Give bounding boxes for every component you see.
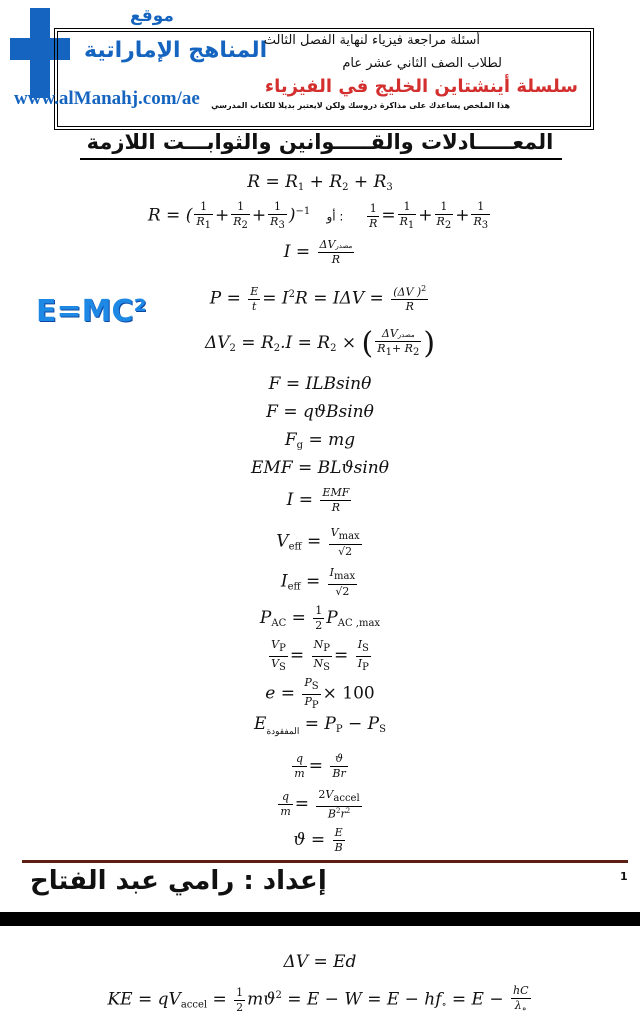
site-top-label: موقع bbox=[130, 6, 174, 26]
formula-transformer: $\frac{VP}{VS}$ = $\frac{NP}{NS}$ = $\frac{IS}{IP}$ bbox=[271, 638, 369, 673]
formula-charge-mass-2: $\frac{q}{m}$ = $\frac{\text{2Vaccel}}{B^2r^2}$ bbox=[280, 788, 360, 821]
formula-voltage-divider: $\Delta V_2 = R_2.I = R_2$ × ( $\frac{\text{ΔVمصدر}}{R1+ R2}$ ) bbox=[204, 326, 436, 361]
formula-kinetic-energy: KE = $qV_{accel}$ = $\frac{1}{2}$ $mϑ^2 = E - W = E - hf_\circ = E$ − $\frac{hC}{\lambda\circ}$ bbox=[107, 984, 529, 1015]
formula-efficiency: e = $\frac{PS}{PP}$ × 100 bbox=[265, 676, 375, 711]
formula-gravity: $F_g$ = mg bbox=[284, 430, 356, 451]
formula-electric-field: ΔV = Ed bbox=[283, 952, 357, 972]
formula-force-wire: F = ILBsinθ bbox=[268, 374, 372, 394]
formula-emf: EMF = BLϑsinθ bbox=[251, 458, 389, 478]
header-series-title: سلسلة أينشتاين الخليج في الفيزياء bbox=[264, 76, 578, 97]
header-line-2: لطلاب الصف الثاني عشر عام bbox=[342, 56, 502, 71]
formula-force-charge: F = qϑBsinθ bbox=[266, 402, 374, 422]
formula-charge-mass-1: $\frac{q}{m}$ = $\frac{ϑ}{Br}$ bbox=[294, 752, 346, 780]
formula-series-resistance: $R = R_1 + R_2 + R_3$ bbox=[247, 172, 393, 193]
site-name[interactable]: المناهج الإماراتية bbox=[84, 38, 268, 63]
author-credit: إعداد : رامي عبد الفتاح bbox=[30, 866, 327, 896]
formula-i-eff: $I_{eff}$ = $\frac{Imax}{√2}$ bbox=[280, 566, 356, 598]
formula-v-eff: $V_{eff}$ = $\frac{Vmax}{√2}$ bbox=[276, 526, 360, 558]
formula-lost-energy: $E_{المفقودة} = P_P - P_S$ bbox=[254, 714, 386, 737]
lost-sub-label: المفقودة bbox=[266, 727, 300, 737]
formula-velocity-selector: ϑ = $\frac{E}{B}$ bbox=[293, 826, 343, 854]
page-break bbox=[0, 912, 640, 926]
or-label: أو : bbox=[326, 209, 344, 224]
header-disclaimer: هذا الملخص يساعدك على مذاكرة دروسك ولكن لايعتبر بديلا للكتاب المدرسي bbox=[211, 101, 510, 110]
emc-label: E=MC² bbox=[36, 294, 147, 329]
header-line-1: أسئلة مراجعة فيزياء لنهاية الفصل الثالث bbox=[263, 33, 480, 48]
site-url-link[interactable]: www.alManahj.com/ae bbox=[14, 88, 200, 109]
formula-parallel-resistance: R = ( $\frac{1}{R1}$ + $\frac{1}{R2}$ + $\frac{1}{R3}$ )$^{-1}$ أو : $\frac{1}{R}$ = $\frac{1}{R1}$ + $\frac{1}{R2}$ + $\frac{1}{R3}$ bbox=[147, 200, 489, 231]
footer-rule bbox=[22, 860, 628, 863]
formula-p-ac: $P_{AC}$ = $\frac{1}{2}$ $P_{AC ,max}$ bbox=[259, 604, 381, 632]
formula-power: P = $\frac{E}{t}$ = $I^2R = I\Delta V$ = $\frac{(\Delta V )^2}{R}$ bbox=[209, 284, 427, 314]
source-sub-label-2: مصدر bbox=[397, 331, 415, 340]
formula-current-ohm: I = $\frac{\text{ΔVمصدر}}{R}$ bbox=[283, 238, 353, 266]
section-title: المعـــــادلات والقـــــوانين والثوابـــت اللازمة bbox=[86, 130, 554, 154]
source-sub-label: مصدر bbox=[335, 242, 353, 250]
title-underline bbox=[80, 158, 562, 160]
page-number: 1 bbox=[620, 870, 628, 883]
formula-induced-current: I = $\frac{\text{EMF}}{R}$ bbox=[286, 486, 350, 514]
